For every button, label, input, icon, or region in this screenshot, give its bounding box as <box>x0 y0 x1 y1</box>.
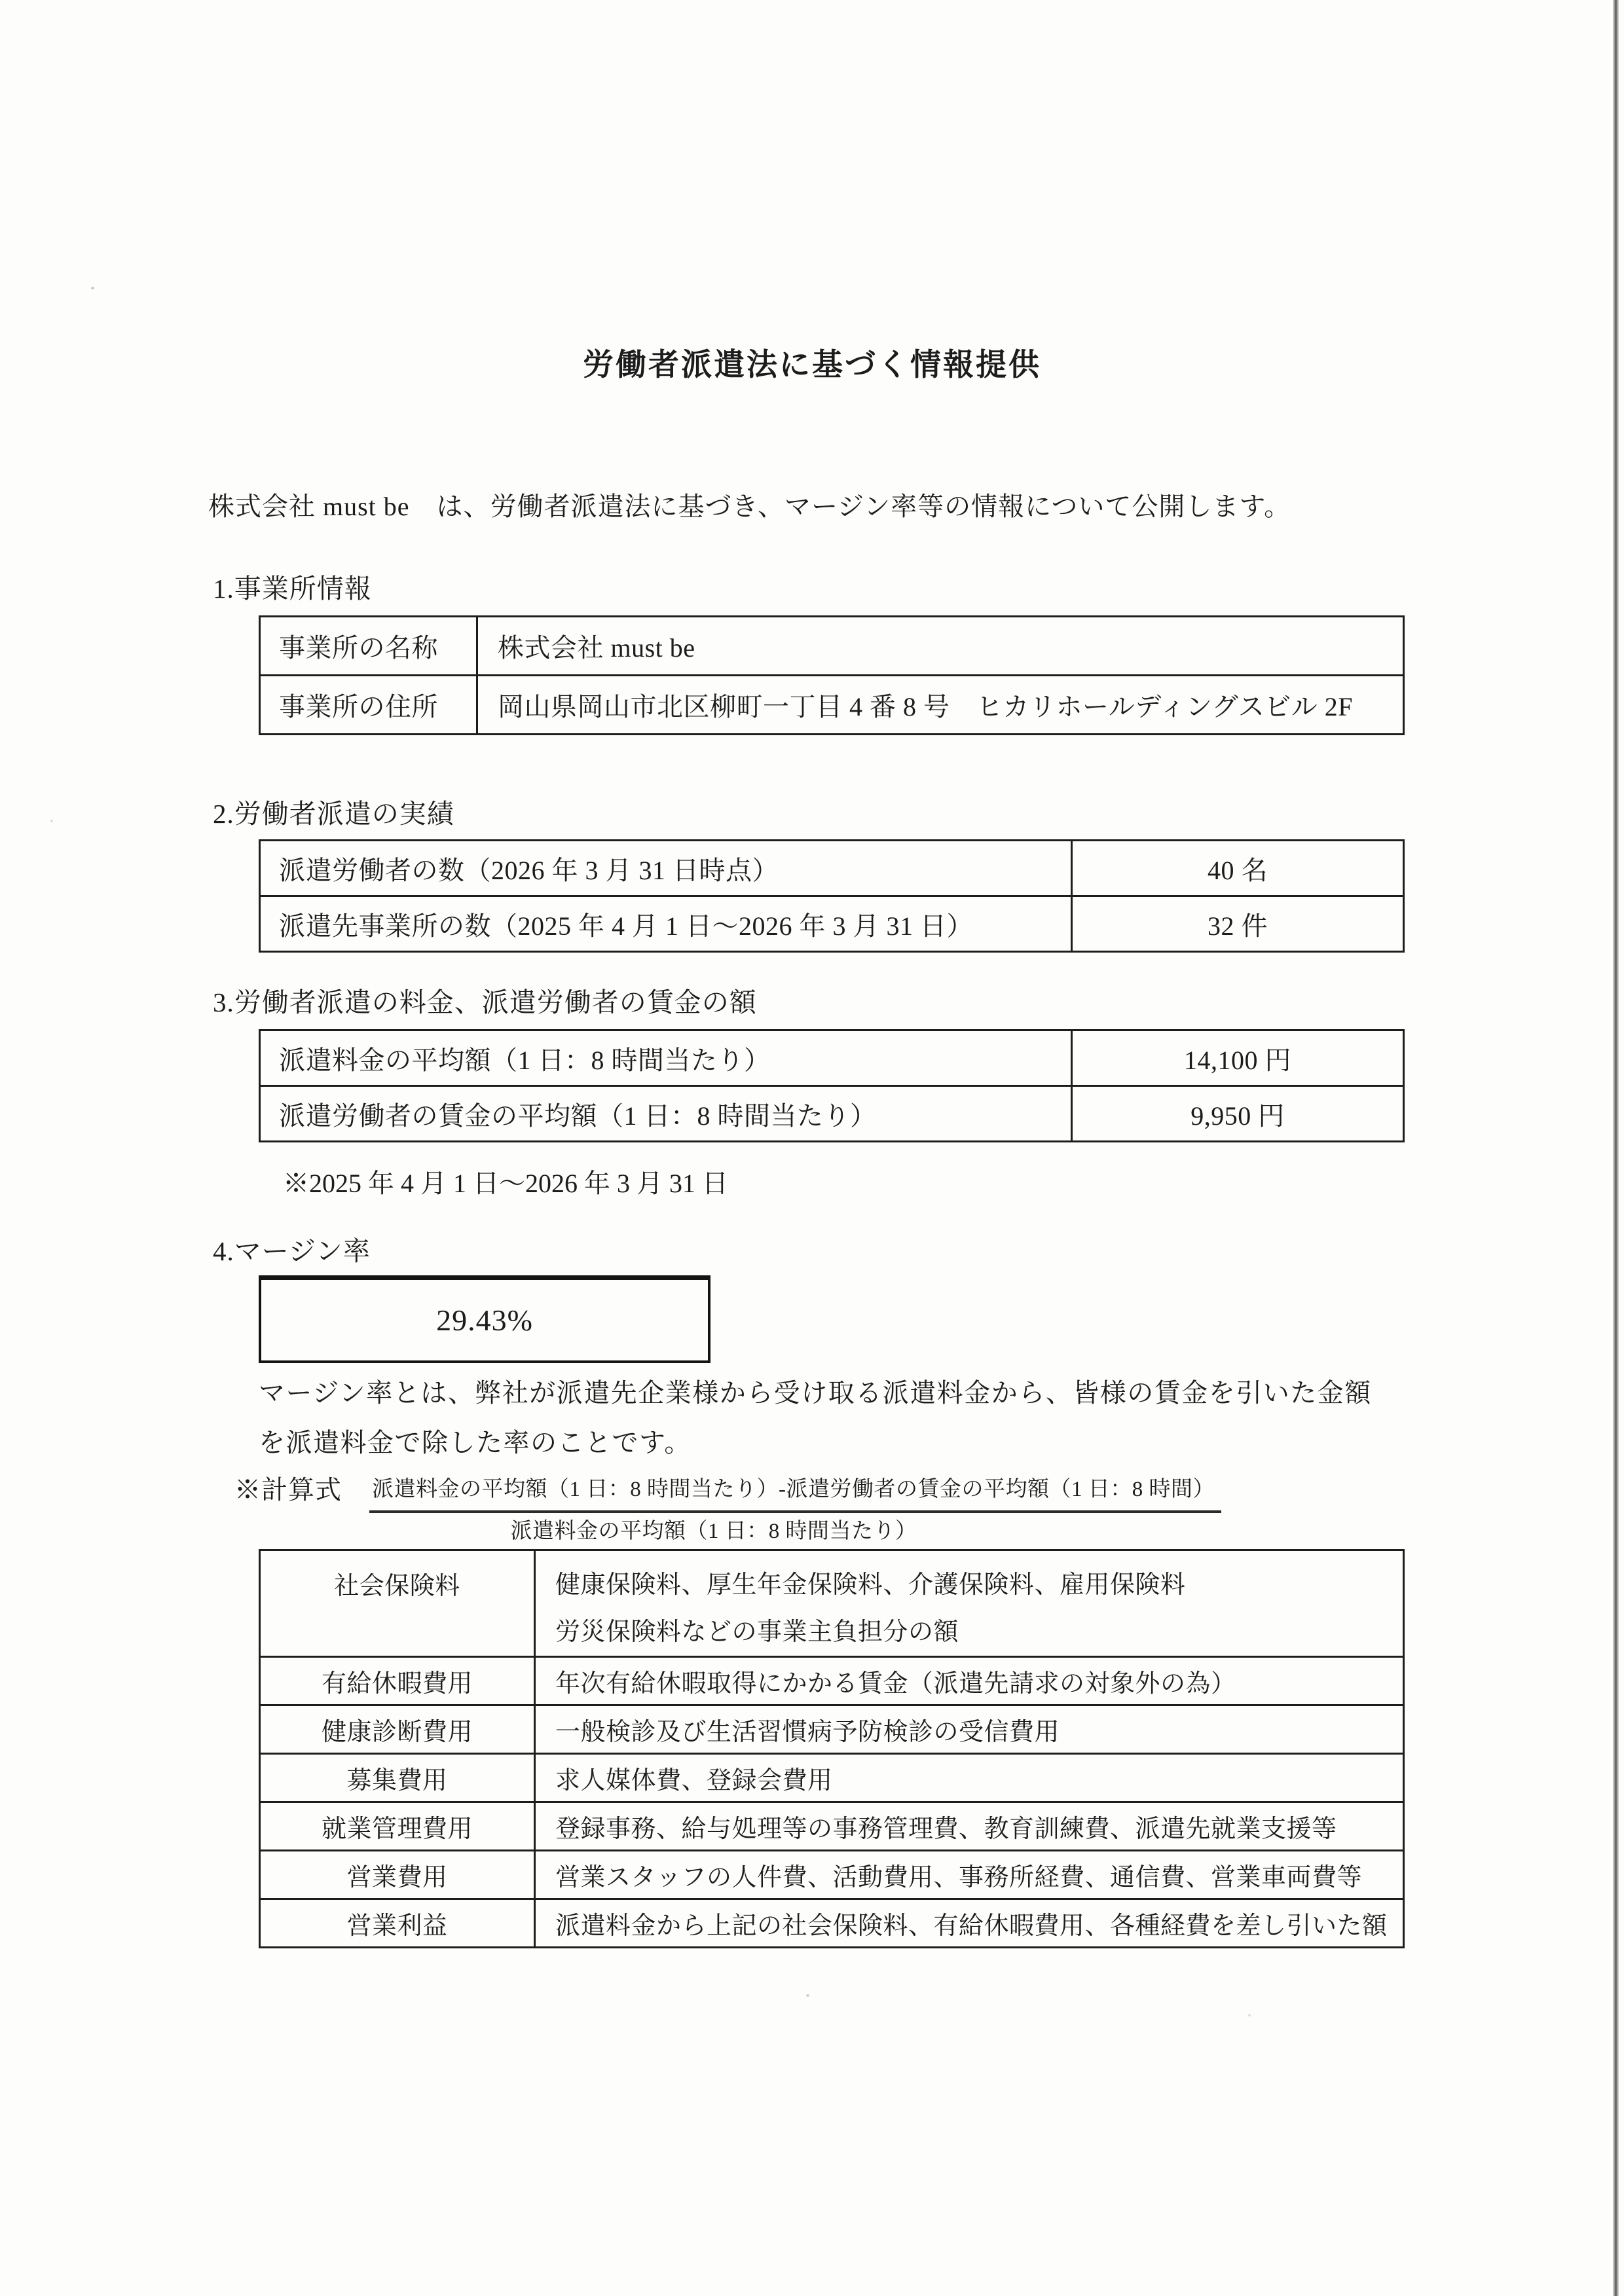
table-row <box>260 1802 1404 1851</box>
section2-heading: 2.労働者派遣の実績 <box>213 799 454 829</box>
table-row <box>260 617 1404 676</box>
formula-denominator: 派遣料金の平均額（1 日：8 時間当たり） <box>510 1520 917 1543</box>
table-row <box>260 1754 1404 1802</box>
table-row <box>260 1086 1404 1142</box>
row-label: 派遣労働者の数（2026 年 3 月 31 日時点） <box>260 841 1072 896</box>
cost-breakdown-table <box>259 1549 1405 1948</box>
section4-heading: 4.マージン率 <box>213 1236 371 1266</box>
margin-description-line1: マージン率とは、弊社が派遣先企業様から受け取る派遣料金から、皆様の賃金を引いた金額 <box>259 1378 1372 1408</box>
row-label: 派遣労働者の賃金の平均額（1 日：8 時間当たり） <box>260 1086 1072 1142</box>
row-label: 営業費用 <box>260 1851 535 1899</box>
row-value-line2: 労災保険料などの事業主負担分の額 <box>555 1618 959 1646</box>
table-row <box>260 1550 1404 1657</box>
fees-wages-table <box>259 1029 1405 1142</box>
table-row <box>260 1705 1404 1754</box>
row-label: 社会保険料 <box>260 1550 535 1657</box>
table-row <box>260 1030 1404 1086</box>
row-value <box>535 1550 1404 1657</box>
table-row <box>260 841 1404 896</box>
row-value: 登録事務、給与処理等の事務管理費、教育訓練費、派遣先就業支援等 <box>535 1802 1404 1851</box>
row-label: 事業所の住所 <box>260 676 477 735</box>
row-label: 派遣料金の平均額（1 日：8 時間当たり） <box>260 1030 1072 1086</box>
formula-numerator: 派遣料金の平均額（1 日：8 時間当たり）-派遣労働者の賃金の平均額（1 日：8 時間） <box>369 1469 1221 1513</box>
row-value: 年次有給休暇取得にかかる賃金（派遣先請求の対象外の為） <box>535 1657 1404 1705</box>
scan-speck <box>1248 2014 1251 2016</box>
intro-text: 株式会社 must be は、労働者派遣法に基づき、マージン率等の情報について公開します。 <box>208 492 1291 521</box>
row-value: 14,100 円 <box>1072 1030 1404 1086</box>
row-value: 営業スタッフの人件費、活動費用、事務所経費、通信費、営業車両費等 <box>535 1851 1404 1899</box>
table-row <box>260 1657 1404 1705</box>
office-info-table <box>259 615 1405 735</box>
row-value: 株式会社 must be <box>477 617 1404 676</box>
scan-speck <box>50 820 53 822</box>
formula <box>234 1469 1221 1513</box>
margin-rate-value: 29.43% <box>436 1303 533 1337</box>
table-row <box>260 896 1404 952</box>
row-label: 就業管理費用 <box>260 1802 535 1851</box>
table-row <box>260 1851 1404 1899</box>
row-label: 有給休暇費用 <box>260 1657 535 1705</box>
scan-speck <box>806 1994 809 1997</box>
row-label: 営業利益 <box>260 1899 535 1948</box>
scan-speck <box>91 287 94 289</box>
row-value: 40 名 <box>1072 841 1404 896</box>
document-title: 労働者派遣法に基づく情報提供 <box>583 348 1041 382</box>
margin-description-line2: を派遣料金で除した率のことです。 <box>259 1428 692 1457</box>
row-value: 岡山県岡山市北区柳町一丁目 4 番 8 号 ヒカリホールディングスビル 2F <box>477 676 1404 735</box>
section3-heading: 3.労働者派遣の料金、派遣労働者の賃金の額 <box>213 987 757 1017</box>
margin-rate-box <box>259 1275 710 1363</box>
dispatch-results-table <box>259 839 1405 953</box>
row-value-line1: 健康保険料、厚生年金保険料、介護保険料、雇用保険料 <box>555 1571 1186 1599</box>
row-value: 一般検診及び生活習慣病予防検診の受信費用 <box>535 1705 1404 1754</box>
table-row <box>260 676 1404 735</box>
row-value: 32 件 <box>1072 896 1404 952</box>
period-note: ※2025 年 4 月 1 日～2026 年 3 月 31 日 <box>283 1169 728 1198</box>
row-value: 求人媒体費、登録会費用 <box>535 1754 1404 1802</box>
formula-label: ※計算式 <box>234 1475 342 1504</box>
row-label: 事業所の名称 <box>260 617 477 676</box>
row-label: 派遣先事業所の数（2025 年 4 月 1 日～2026 年 3 月 31 日） <box>260 896 1072 952</box>
row-label: 健康診断費用 <box>260 1705 535 1754</box>
row-label: 募集費用 <box>260 1754 535 1802</box>
table-row <box>260 1899 1404 1948</box>
row-value: 派遣料金から上記の社会保険料、有給休暇費用、各種経費を差し引いた額 <box>535 1899 1404 1948</box>
section1-heading: 1.事業所情報 <box>213 574 372 604</box>
row-value: 9,950 円 <box>1072 1086 1404 1142</box>
